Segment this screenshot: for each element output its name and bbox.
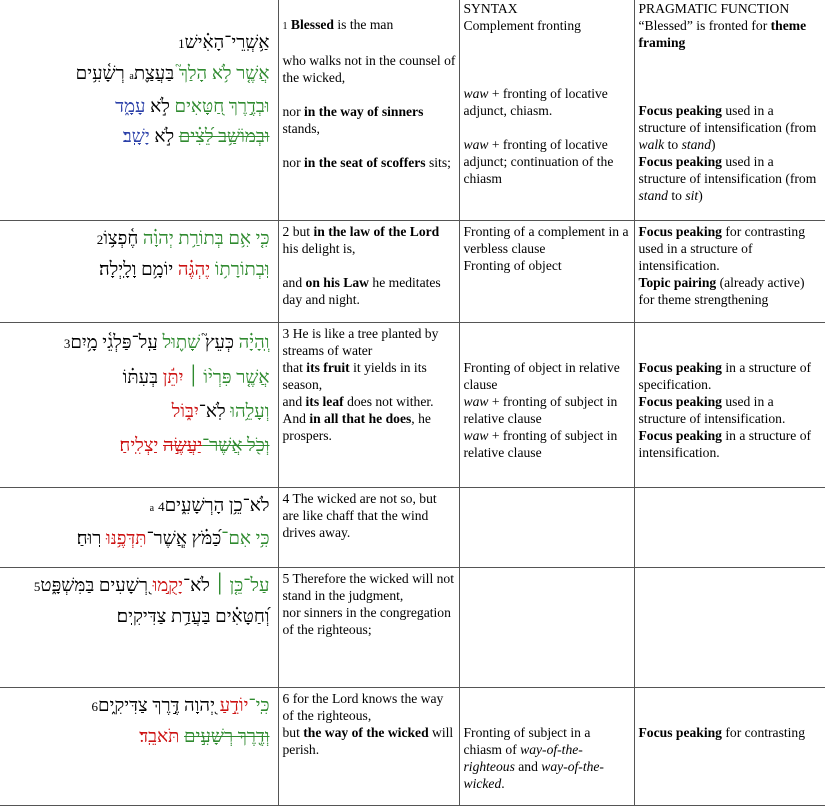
hebrew-word: בַּעֲצַ֪ת	[133, 64, 175, 84]
translation-text: 6 for the Lord knows the way of the righteous,	[282, 690, 444, 723]
translation-text: and	[282, 274, 306, 290]
row-verse-2	[0, 220, 825, 322]
syntax-note: Fronting of a complement in a verbless clause	[463, 223, 629, 256]
verse-number: 1	[282, 21, 288, 32]
translation-text: he meditates day and night.	[282, 274, 441, 307]
pragmatic-emphasis: theme framing	[638, 18, 807, 50]
translation-text: nor	[282, 155, 305, 170]
hebrew-word: כִּ֤י אִ֥ם	[228, 228, 270, 249]
syntax-note: + fronting of locative adjunct; continuation of the chiasm	[463, 137, 614, 186]
hebrew-word: עַל־כֵּ֤ן ׀	[214, 575, 270, 596]
pragmatic-emphasis: Focus peaking	[638, 223, 722, 239]
verse-number: 5	[33, 578, 41, 594]
syntax-emphasis: waw	[463, 86, 489, 101]
hebrew-word: יְ֭הוָה דֶּ֣רֶךְ צַדִּיקִ֑ים	[98, 695, 215, 716]
hebrew-word: עָמָ֑ד	[115, 97, 146, 117]
hebrew-word: יִבּ֑וֹל	[171, 401, 199, 422]
column-header-syntax: SYNTAX	[463, 1, 518, 16]
translation-emphasis: in all that he does	[309, 410, 412, 426]
translation-text: And	[282, 410, 310, 426]
pragmatic-note: in a structure of specification.	[638, 359, 812, 392]
pragmatic-note: for contrasting used in a structure of intensification.	[638, 223, 806, 273]
hebrew-word: לֹ֣א	[154, 127, 175, 147]
pragmatic-note: )	[698, 188, 703, 203]
hebrew-word: כְּעֵץ֮	[204, 332, 234, 353]
translation-text: will perish.	[282, 724, 454, 757]
syntax-emphasis: waw	[463, 137, 489, 152]
translation-emphasis: in the seat of scoffers	[304, 155, 426, 170]
syntax-note: + fronting of subject in relative clause	[463, 393, 618, 426]
hebrew-verse-3	[0, 322, 278, 487]
pragmatic-emphasis: sit	[685, 188, 699, 203]
syntax-verse-4	[459, 487, 634, 567]
hebrew-word: לֹא־כֵ֥ן הָרְשָׁעִ֑ים	[164, 495, 270, 516]
pragmatic-emphasis: stand	[638, 188, 668, 203]
translation-text: 5 Therefore the wicked will not stand in the judgment,	[282, 570, 455, 603]
translation-text: it yields in its season,	[282, 359, 427, 392]
hebrew-word: רְ֭שָׁעִים בַּמִּשְׁפָּ֑ט	[40, 575, 148, 596]
hebrew-word: אֲשֶׁ֤ר לֹ֥א הָלַךְ֮	[178, 64, 270, 84]
hebrew-word: יַעֲשֶׂ֣ה	[163, 435, 203, 456]
translation-text: , he prospers.	[282, 410, 431, 443]
translation-text: is the man	[333, 17, 394, 32]
row-verse-1	[0, 0, 825, 220]
hebrew-verse-5	[0, 567, 278, 687]
syntax-note: + fronting of locative adjunct, chiasm.	[463, 86, 608, 118]
translation-verse-6	[278, 687, 459, 805]
translation-text: stands,	[282, 121, 320, 136]
verse-number: 4	[158, 498, 165, 514]
hebrew-word: תֹּאבֵֽד׃	[139, 726, 180, 747]
pragmatic-verse-1	[634, 0, 825, 220]
syntax-verse-1	[459, 0, 634, 220]
translation-text: sits;	[425, 155, 451, 170]
hebrew-word: וְ֝חַטָּאִ֗ים בַּעֲדַ֥ת צַדִּיקִֽים׃	[116, 606, 270, 627]
hebrew-verse-1	[0, 0, 278, 220]
syntax-note: Complement fronting	[463, 18, 581, 33]
translation-text: and	[282, 393, 306, 409]
hebrew-verse-4	[0, 487, 278, 567]
hebrew-word: אֲשֶׁ֤ר פִּרְי֨וֹ ׀	[188, 367, 270, 388]
syntax-verse-6	[459, 687, 634, 805]
column-header-pragmatic: PRAGMATIC FUNCTION	[638, 1, 790, 16]
pragmatic-emphasis: Focus peaking	[638, 724, 722, 740]
footnote-marker: a	[129, 71, 134, 82]
pragmatic-verse-5	[634, 567, 825, 687]
syntax-verse-3	[459, 322, 634, 487]
translation-text: his delight is,	[282, 240, 356, 256]
syntax-note: .	[501, 775, 505, 791]
row-verse-6	[0, 687, 825, 805]
hebrew-word: וּֽבְתוֹרָת֥וֹ	[214, 259, 270, 280]
pragmatic-verse-2	[634, 220, 825, 322]
hebrew-verse-2	[0, 220, 278, 322]
hebrew-word: יוֹדֵ֣עַ	[219, 695, 249, 716]
pragmatic-note: (already active) for theme strengthening	[638, 274, 805, 307]
pragmatic-note: to	[667, 188, 686, 203]
hebrew-word: לֹ֣א	[150, 97, 170, 117]
row-verse-4	[0, 487, 825, 567]
syntax-emphasis: waw	[463, 393, 489, 409]
syntax-note: Fronting of object in relative clause	[463, 359, 620, 392]
pragmatic-note: used in a structure of intensification (from	[638, 103, 817, 135]
pragmatic-emphasis: Focus peaking	[638, 393, 722, 409]
hebrew-word: בְּתוֹרַ֥ת יְהוָ֗ה	[142, 228, 224, 249]
syntax-verse-2	[459, 220, 634, 322]
syntax-verse-5	[459, 567, 634, 687]
pragmatic-verse-6	[634, 687, 825, 805]
pragmatic-emphasis: Focus peaking	[638, 103, 722, 118]
translation-text: that	[282, 359, 307, 375]
translation-verse-1	[278, 0, 459, 220]
pragmatic-note: used in a structure of intensification.	[638, 393, 786, 426]
hebrew-word: בְּעִתּ֗וֹ	[122, 367, 159, 388]
translation-text: 3 He is like a tree planted by streams of water	[282, 325, 439, 358]
translation-text: 4 The wicked are not so, but are like chaff that the wind drives away.	[282, 490, 437, 540]
pragmatic-emphasis: stand	[681, 137, 712, 152]
hebrew-word: כִּֽי־	[248, 695, 270, 716]
translation-emphasis: the way of the wicked	[303, 724, 429, 740]
pragmatic-verse-3	[634, 322, 825, 487]
hebrew-line: אַ֥שְֽׁרֵי־הָאִ֗ישׁ	[184, 33, 270, 53]
hebrew-word: יַצְלִֽיחַ׃	[119, 435, 159, 456]
verse-number: 3	[63, 335, 71, 351]
row-verse-3	[0, 322, 825, 487]
translation-verse-3	[278, 322, 459, 487]
hebrew-word: וְֽהָיָ֗ה	[238, 332, 270, 353]
hebrew-word: רְשָׁ֫עִ֥ים	[75, 64, 125, 84]
verse-number: 1	[178, 36, 185, 51]
hebrew-word: אֲֽשֶׁר־	[146, 528, 187, 549]
pragmatic-note: “Blessed” is fronted for	[638, 18, 771, 33]
hebrew-word: רֽוּחַ׃	[76, 528, 102, 549]
pragmatic-note: used in a structure of intensification (from	[638, 154, 817, 186]
translation-emphasis: on his Law	[305, 274, 369, 290]
translation-verse-4	[278, 487, 459, 567]
pragmatic-emphasis: Topic pairing	[638, 274, 717, 290]
hebrew-word: וּבְמוֹשַׁ֥ב לֵ֝צִ֗ים	[178, 127, 270, 147]
syntax-emphasis: waw	[463, 427, 489, 443]
syntax-emphasis: way-of-the-righteous	[463, 741, 583, 774]
pragmatic-emphasis: walk	[638, 137, 665, 152]
syntax-emphasis: way-of-the-wicked	[463, 758, 604, 791]
hebrew-word: יִתֵּ֬ן	[162, 367, 184, 388]
hebrew-word: כִּ֥י אִם־	[221, 528, 270, 549]
pragmatic-emphasis: Focus peaking	[638, 154, 722, 169]
syntax-note: and	[514, 758, 542, 774]
translation-emphasis: its fruit	[306, 359, 350, 375]
footnote-marker: a	[149, 502, 155, 514]
hebrew-word: חֶ֫פְצ֥וֹ	[103, 228, 139, 249]
translation-emphasis: in the way of sinners	[304, 104, 424, 119]
translation-verse-2	[278, 220, 459, 322]
hebrew-word: כַּ֝מֹּ֗ץ	[191, 528, 222, 549]
pragmatic-verse-4	[634, 487, 825, 567]
pragmatic-emphasis: Focus peaking	[638, 427, 722, 443]
translation-emphasis: in the law of the Lord	[313, 223, 440, 239]
hebrew-word: יָקֻ֣מוּ	[152, 575, 184, 596]
translation-emphasis: its leaf	[305, 393, 344, 409]
hebrew-word: לֹא־	[183, 575, 210, 596]
syntax-note: Fronting of object	[463, 257, 562, 273]
row-verse-5	[0, 567, 825, 687]
pragmatic-note: )	[711, 137, 716, 152]
syntax-note: + fronting of subject in relative clause	[463, 427, 618, 460]
hebrew-word: וְכֹ֖ל אֲשֶׁר־	[202, 435, 270, 456]
syntax-note: Fronting of subject in a chiasm of	[463, 724, 591, 757]
verse-number: 6	[91, 698, 98, 714]
hebrew-word: עַֽל־פַּלְגֵ֫י מָ֥יִם	[70, 332, 158, 353]
hebrew-word: וּבְדֶ֣רֶךְ חַ֭טָּאִים	[174, 97, 270, 117]
verse-number: 2	[96, 231, 104, 247]
translation-text: nor	[282, 104, 305, 119]
translation-text: does not wither.	[343, 393, 434, 409]
translation-emphasis: Blessed	[290, 17, 334, 32]
hebrew-word: שָׁת֪וּל	[162, 332, 201, 353]
pragmatic-note: to	[664, 137, 682, 152]
translation-text: but	[282, 724, 304, 740]
hebrew-word: יוֹמָ֥ם וָלָֽיְלָה׃	[98, 259, 174, 280]
hebrew-word: תִּדְּפֶ֥נּוּ	[105, 528, 147, 549]
translation-text: 2 but	[282, 223, 314, 239]
hebrew-word: לֹֽא־	[198, 401, 226, 422]
pragmatic-note: in a structure of intensification.	[638, 427, 812, 460]
translation-text: nor sinners in the congregation of the righteous;	[282, 604, 451, 637]
hebrew-word: יֶהְגֶּ֗ה	[177, 259, 211, 280]
hebrew-word: וְעָלֵ֥הוּ	[230, 401, 270, 422]
pragmatic-emphasis: Focus peaking	[638, 359, 722, 375]
hebrew-word: יָשָֽׁב׃	[122, 127, 150, 147]
pragmatic-note: for contrasting	[721, 724, 806, 740]
hebrew-verse-6	[0, 687, 278, 805]
translation-verse-5	[278, 567, 459, 687]
hebrew-word: וְדֶ֖רֶךְ רְשָׁעִ֣ים	[184, 726, 270, 747]
translation-text: who walks not in the counsel of the wicked,	[282, 53, 456, 85]
